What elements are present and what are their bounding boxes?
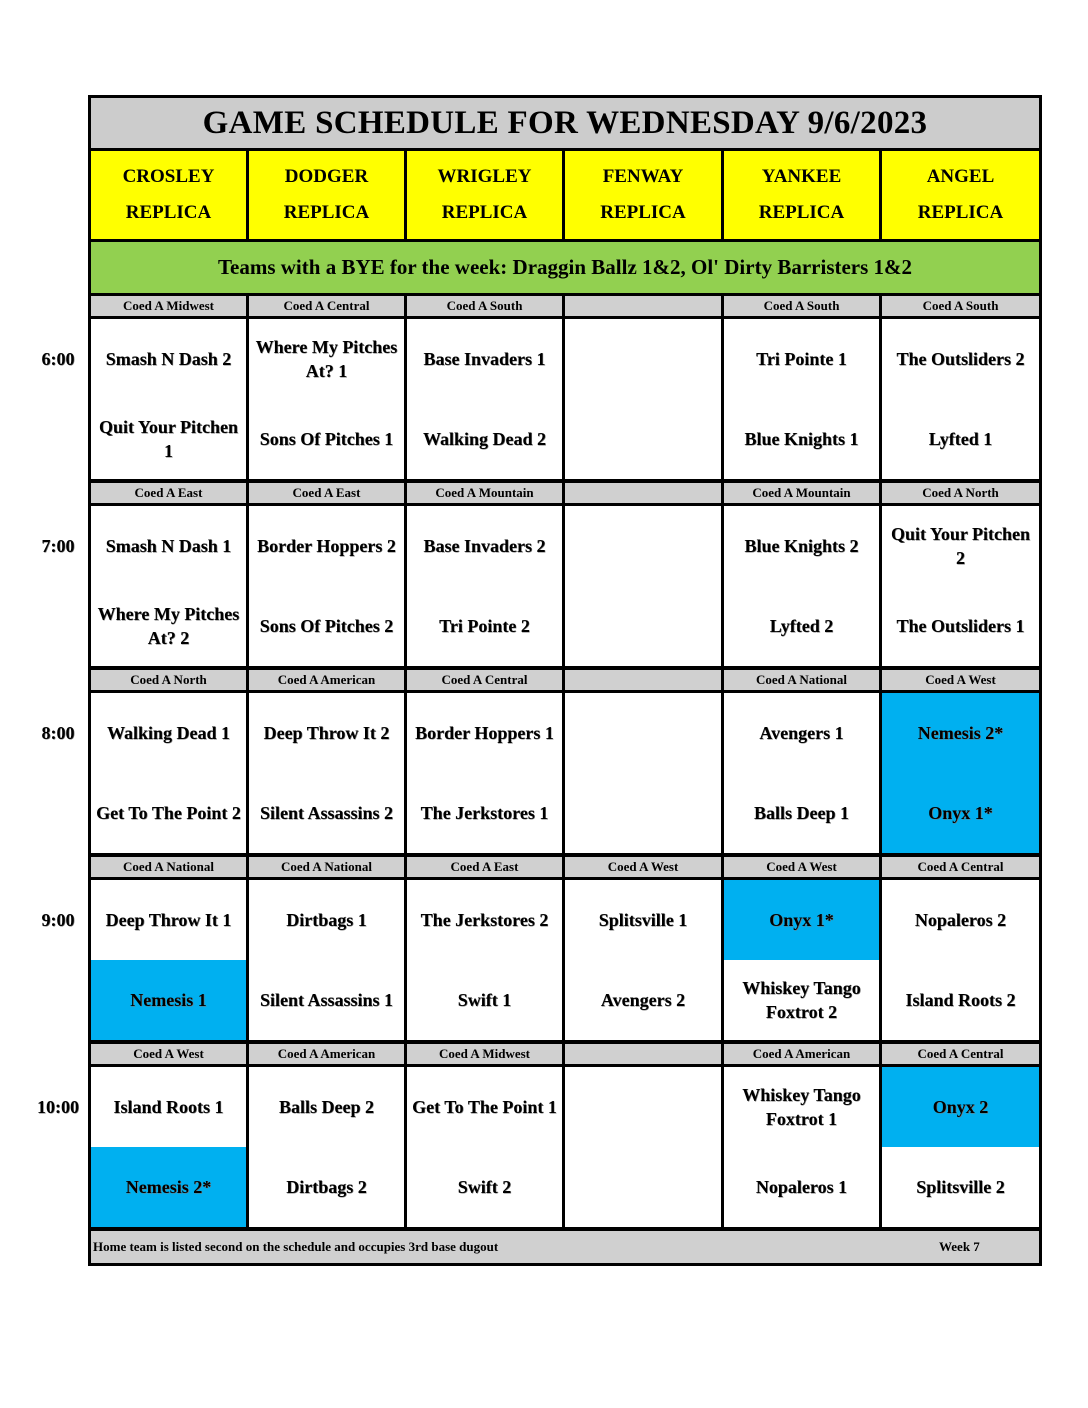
division-label: Coed A Midwest: [91, 296, 246, 316]
division-label: Coed A National: [724, 670, 879, 690]
division-label: Coed A Midwest: [407, 1044, 562, 1064]
home-team: Tri Pointe 2: [407, 586, 562, 666]
home-team: Onyx 1*: [882, 773, 1039, 853]
field-sub: REPLICA: [917, 202, 1004, 223]
field-name: WRIGLEY: [437, 166, 532, 187]
field-sub: REPLICA: [283, 202, 370, 223]
empty-game-slot: [565, 506, 721, 666]
home-team: Silent Assassins 2: [249, 773, 404, 853]
footer-note: Home team is listed second on the schedule and occupies 3rd base dugout: [93, 1239, 499, 1254]
away-team: Onyx 1*: [724, 880, 879, 960]
time-label: 9:00: [41, 910, 75, 930]
time-label: 8:00: [41, 723, 75, 743]
field-header: [882, 151, 1039, 239]
home-team: Island Roots 2: [882, 960, 1039, 1040]
page-title: GAME SCHEDULE FOR WEDNESDAY 9/6/2023: [91, 98, 1039, 148]
field-sub: REPLICA: [441, 202, 528, 223]
division-label: Coed A Mountain: [407, 483, 562, 503]
division-label: Coed A American: [249, 670, 404, 690]
home-team: Lyfted 1: [882, 399, 1039, 479]
time-label: 6:00: [41, 349, 75, 369]
field-name: DODGER: [284, 166, 369, 187]
field-name: ANGEL: [926, 166, 995, 187]
home-team: Silent Assassins 1: [249, 960, 404, 1040]
field-sub: REPLICA: [758, 202, 845, 223]
schedule-sheet: [88, 95, 1042, 1266]
home-team: The Jerkstores 1: [407, 773, 562, 853]
home-team: Swift 1: [407, 960, 562, 1040]
home-team: The Outsliders 1: [882, 586, 1039, 666]
field-name: YANKEE: [761, 166, 842, 187]
away-team: Island Roots 1: [91, 1067, 246, 1147]
home-team: Avengers 2: [565, 960, 721, 1040]
division-label: Coed A Central: [249, 296, 404, 316]
away-team: Splitsville 1: [565, 880, 721, 960]
home-team: Balls Deep 1: [724, 773, 879, 853]
empty-game-slot: [565, 693, 721, 853]
division-label: Coed A American: [724, 1044, 879, 1064]
home-team: Whiskey Tango Foxtrot 2: [724, 960, 879, 1040]
home-team: Dirtbags 2: [249, 1147, 404, 1227]
footer-bar: [91, 1231, 1039, 1263]
division-label: [565, 670, 721, 690]
empty-game-slot: [565, 1067, 721, 1227]
division-label: Coed A South: [882, 296, 1039, 316]
away-team: Where My Pitches At? 1: [249, 319, 404, 399]
field-name: CROSLEY: [122, 166, 215, 187]
division-label: Coed A American: [249, 1044, 404, 1064]
away-team: Quit Your Pitchen 2: [882, 506, 1039, 586]
home-team: Blue Knights 1: [724, 399, 879, 479]
field-header: [249, 151, 404, 239]
away-team: Dirtbags 1: [249, 880, 404, 960]
division-label: Coed A North: [882, 483, 1039, 503]
away-team: Deep Throw It 1: [91, 880, 246, 960]
home-team: Nopaleros 1: [724, 1147, 879, 1227]
away-team: The Outsliders 2: [882, 319, 1039, 399]
time-label: 7:00: [41, 536, 75, 556]
division-label: Coed A National: [91, 857, 246, 877]
away-team: Base Invaders 2: [407, 506, 562, 586]
division-label: Coed A West: [91, 1044, 246, 1064]
division-label: Coed A North: [91, 670, 246, 690]
bye-banner: Teams with a BYE for the week: Draggin Ballz 1&2, Ol' Dirty Barristers 1&2: [91, 242, 1039, 293]
away-team: Blue Knights 2: [724, 506, 879, 586]
home-team: Sons Of Pitches 2: [249, 586, 404, 666]
away-team: Tri Pointe 1: [724, 319, 879, 399]
field-sub: REPLICA: [125, 202, 212, 223]
field-name: FENWAY: [602, 166, 684, 187]
home-team: Swift 2: [407, 1147, 562, 1227]
week-label: Week 7: [939, 1239, 980, 1254]
division-label: Coed A Central: [882, 1044, 1039, 1064]
division-label: Coed A National: [249, 857, 404, 877]
away-team: The Jerkstores 2: [407, 880, 562, 960]
division-label: Coed A East: [407, 857, 562, 877]
division-label: [565, 483, 721, 503]
field-header: [91, 151, 246, 239]
away-team: Whiskey Tango Foxtrot 1: [724, 1067, 879, 1147]
home-team: Where My Pitches At? 2: [91, 586, 246, 666]
away-team: Nopaleros 2: [882, 880, 1039, 960]
time-label: 10:00: [37, 1097, 79, 1117]
division-label: Coed A Central: [882, 857, 1039, 877]
away-team: Smash N Dash 2: [91, 319, 246, 399]
away-team: Avengers 1: [724, 693, 879, 773]
away-team: Border Hoppers 1: [407, 693, 562, 773]
division-label: Coed A East: [91, 483, 246, 503]
home-team: Get To The Point 2: [91, 773, 246, 853]
home-team: Walking Dead 2: [407, 399, 562, 479]
division-label: [565, 1044, 721, 1064]
home-team: Sons Of Pitches 1: [249, 399, 404, 479]
away-team: Base Invaders 1: [407, 319, 562, 399]
division-label: Coed A Mountain: [724, 483, 879, 503]
away-team: Border Hoppers 2: [249, 506, 404, 586]
away-team: Balls Deep 2: [249, 1067, 404, 1147]
field-sub: REPLICA: [600, 202, 686, 223]
division-label: Coed A Central: [407, 670, 562, 690]
home-team: Nemesis 2*: [91, 1147, 246, 1227]
away-team: Onyx 2: [882, 1067, 1039, 1147]
away-team: Deep Throw It 2: [249, 693, 404, 773]
division-label: Coed A West: [882, 670, 1039, 690]
field-header: [724, 151, 879, 239]
away-team: Get To The Point 1: [407, 1067, 562, 1147]
division-label: Coed A South: [407, 296, 562, 316]
home-team: Quit Your Pitchen 1: [91, 399, 246, 479]
division-label: Coed A West: [565, 857, 721, 877]
empty-game-slot: [565, 319, 721, 479]
division-label: [565, 296, 721, 316]
home-team: Splitsville 2: [882, 1147, 1039, 1227]
away-team: Smash N Dash 1: [91, 506, 246, 586]
division-label: Coed A East: [249, 483, 404, 503]
division-label: Coed A South: [724, 296, 879, 316]
field-header: [565, 151, 721, 239]
home-team: Lyfted 2: [724, 586, 879, 666]
field-header: [407, 151, 562, 239]
home-team: Nemesis 1: [91, 960, 246, 1040]
away-team: Walking Dead 1: [91, 693, 246, 773]
away-team: Nemesis 2*: [882, 693, 1039, 773]
division-label: Coed A West: [724, 857, 879, 877]
